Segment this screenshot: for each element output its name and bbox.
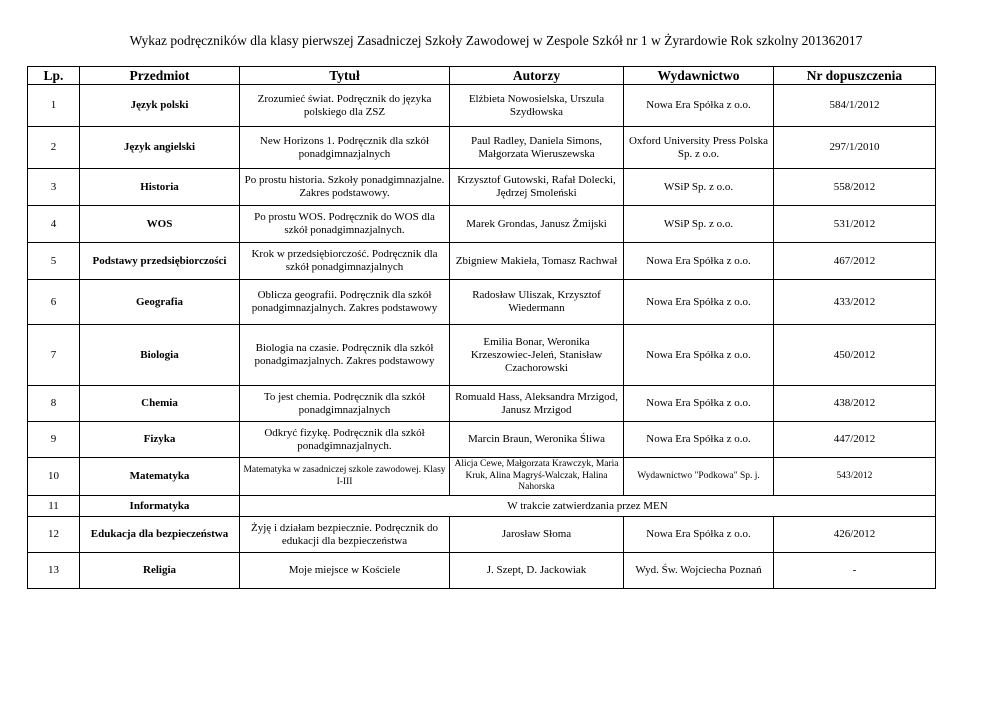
cell-publisher: Nowa Era Spółka z o.o. [624,325,774,386]
cell-lp: 1 [28,85,80,127]
cell-authors: Alicja Cewe, Małgorzata Krawczyk, Maria Kruk, Alina Magryś-Walczak, Halina Nahorska [450,458,624,496]
cell-subject: Informatyka [80,496,240,517]
cell-approval-number: 558/2012 [774,169,936,206]
table-row [28,85,936,127]
cell-lp: 9 [28,422,80,458]
cell-lp: 11 [28,496,80,517]
cell-subject: Edukacja dla bezpieczeństwa [80,517,240,553]
table-row [28,386,936,422]
cell-title: Oblicza geografii. Podręcznik dla szkół ponadgimnazjalnych. Zakres podstawowy [240,280,450,325]
header-row [28,67,936,85]
cell-authors: Jarosław Słoma [450,517,624,553]
cell-subject: Fizyka [80,422,240,458]
cell-subject: Język polski [80,85,240,127]
cell-subject: Historia [80,169,240,206]
table-row [28,325,936,386]
table-row [28,169,936,206]
cell-publisher: Nowa Era Spółka z o.o. [624,422,774,458]
cell-lp: 3 [28,169,80,206]
cell-lp: 12 [28,517,80,553]
cell-authors: Elżbieta Nowosielska, Urszula Szydłowska [450,85,624,127]
table-row [28,127,936,169]
cell-lp: 13 [28,553,80,589]
cell-publisher: Wydawnictwo "Podkowa" Sp. j. [624,458,774,496]
table-row [28,280,936,325]
cell-approval-number: 438/2012 [774,386,936,422]
header-authors: Autorzy [450,67,624,85]
cell-authors: J. Szept, D. Jackowiak [450,553,624,589]
cell-lp: 2 [28,127,80,169]
header-subject: Przedmiot [80,67,240,85]
cell-approval-number: 297/1/2010 [774,127,936,169]
header-title: Tytuł [240,67,450,85]
table-row [28,422,936,458]
cell-subject: Biologia [80,325,240,386]
cell-lp: 6 [28,280,80,325]
table-row [28,553,936,589]
table-row [28,496,936,517]
cell-title: Biologia na czasie. Podręcznik dla szkół ponadgimazjalnych. Zakres podstawowy [240,325,450,386]
cell-authors: Krzysztof Gutowski, Rafał Dolecki, Jędrzej Smoleński [450,169,624,206]
cell-title: Moje miejsce w Kościele [240,553,450,589]
cell-approval-number: 450/2012 [774,325,936,386]
cell-title: Krok w przedsiębiorczość. Podręcznik dla szkół ponadgimnazjalnych [240,243,450,280]
table-row [28,243,936,280]
cell-authors: Marek Grondas, Janusz Żmijski [450,206,624,243]
cell-approval-number: 584/1/2012 [774,85,936,127]
cell-publisher: Oxford University Press Polska Sp. z o.o. [624,127,774,169]
cell-lp: 10 [28,458,80,496]
cell-approval-number: 531/2012 [774,206,936,243]
cell-title: Odkryć fizykę. Podręcznik dla szkół ponadgimnazjalnych. [240,422,450,458]
cell-approval-number: 467/2012 [774,243,936,280]
cell-authors: Emilia Bonar, Weronika Krzeszowiec-Jeleń, Stanisław Czachorowski [450,325,624,386]
cell-publisher: WSiP Sp. z o.o. [624,206,774,243]
cell-subject: WOS [80,206,240,243]
cell-lp: 7 [28,325,80,386]
cell-approval-number: 543/2012 [774,458,936,496]
cell-subject: Podstawy przedsiębiorczości [80,243,240,280]
cell-authors: Marcin Braun, Weronika Śliwa [450,422,624,458]
cell-title: Po prostu historia. Szkoły ponadgimnazjalne. Zakres podstawowy. [240,169,450,206]
cell-publisher: Nowa Era Spółka z o.o. [624,280,774,325]
cell-status-note: W trakcie zatwierdzania przez MEN [240,496,936,517]
document-title: Wykaz podręczników dla klasy pierwszej Zasadniczej Szkoły Zawodowej w Zespole Szkół nr 1 w Żyrardowie Rok szkolny 201362017 [129,33,863,48]
cell-authors: Zbigniew Makieła, Tomasz Rachwał [450,243,624,280]
header-lp: Lp. [28,67,80,85]
cell-lp: 8 [28,386,80,422]
cell-publisher: Nowa Era Spółka z o.o. [624,243,774,280]
cell-publisher: Nowa Era Spółka z o.o. [624,85,774,127]
cell-approval-number: 426/2012 [774,517,936,553]
cell-approval-number: 447/2012 [774,422,936,458]
cell-lp: 5 [28,243,80,280]
cell-subject: Matematyka [80,458,240,496]
cell-title: Żyję i działam bezpiecznie. Podręcznik do edukacji dla bezpieczeństwa [240,517,450,553]
cell-title: Po prostu WOS. Podręcznik do WOS dla szkół ponadgimnazjalnych. [240,206,450,243]
cell-publisher: Nowa Era Spółka z o.o. [624,517,774,553]
cell-title: Zrozumieć świat. Podręcznik do języka polskiego dla ZSZ [240,85,450,127]
cell-subject: Chemia [80,386,240,422]
cell-publisher: Nowa Era Spółka z o.o. [624,386,774,422]
cell-authors: Romuald Hass, Aleksandra Mrzigod, Janusz Mrzigod [450,386,624,422]
cell-publisher: WSiP Sp. z o.o. [624,169,774,206]
table-row [28,517,936,553]
cell-subject: Geografia [80,280,240,325]
header-approval-number: Nr dopuszczenia [774,67,936,85]
table-row [28,458,936,496]
cell-authors: Paul Radley, Daniela Simons, Małgorzata Wieruszewska [450,127,624,169]
cell-title: Matematyka w zasadniczej szkole zawodowej. Klasy I-III [240,458,450,496]
cell-title: New Horizons 1. Podręcznik dla szkół ponadgimnazjalnych [240,127,450,169]
cell-title: To jest chemia. Podręcznik dla szkół ponadgimnazjalnych [240,386,450,422]
cell-publisher: Wyd. Św. Wojciecha Poznań [624,553,774,589]
cell-lp: 4 [28,206,80,243]
cell-subject: Język angielski [80,127,240,169]
cell-subject: Religia [80,553,240,589]
table-row [28,206,936,243]
textbook-table [27,66,936,589]
cell-approval-number: 433/2012 [774,280,936,325]
header-publisher: Wydawnictwo [624,67,774,85]
cell-authors: Radosław Uliszak, Krzysztof Wiedermann [450,280,624,325]
cell-approval-number: - [774,553,936,589]
